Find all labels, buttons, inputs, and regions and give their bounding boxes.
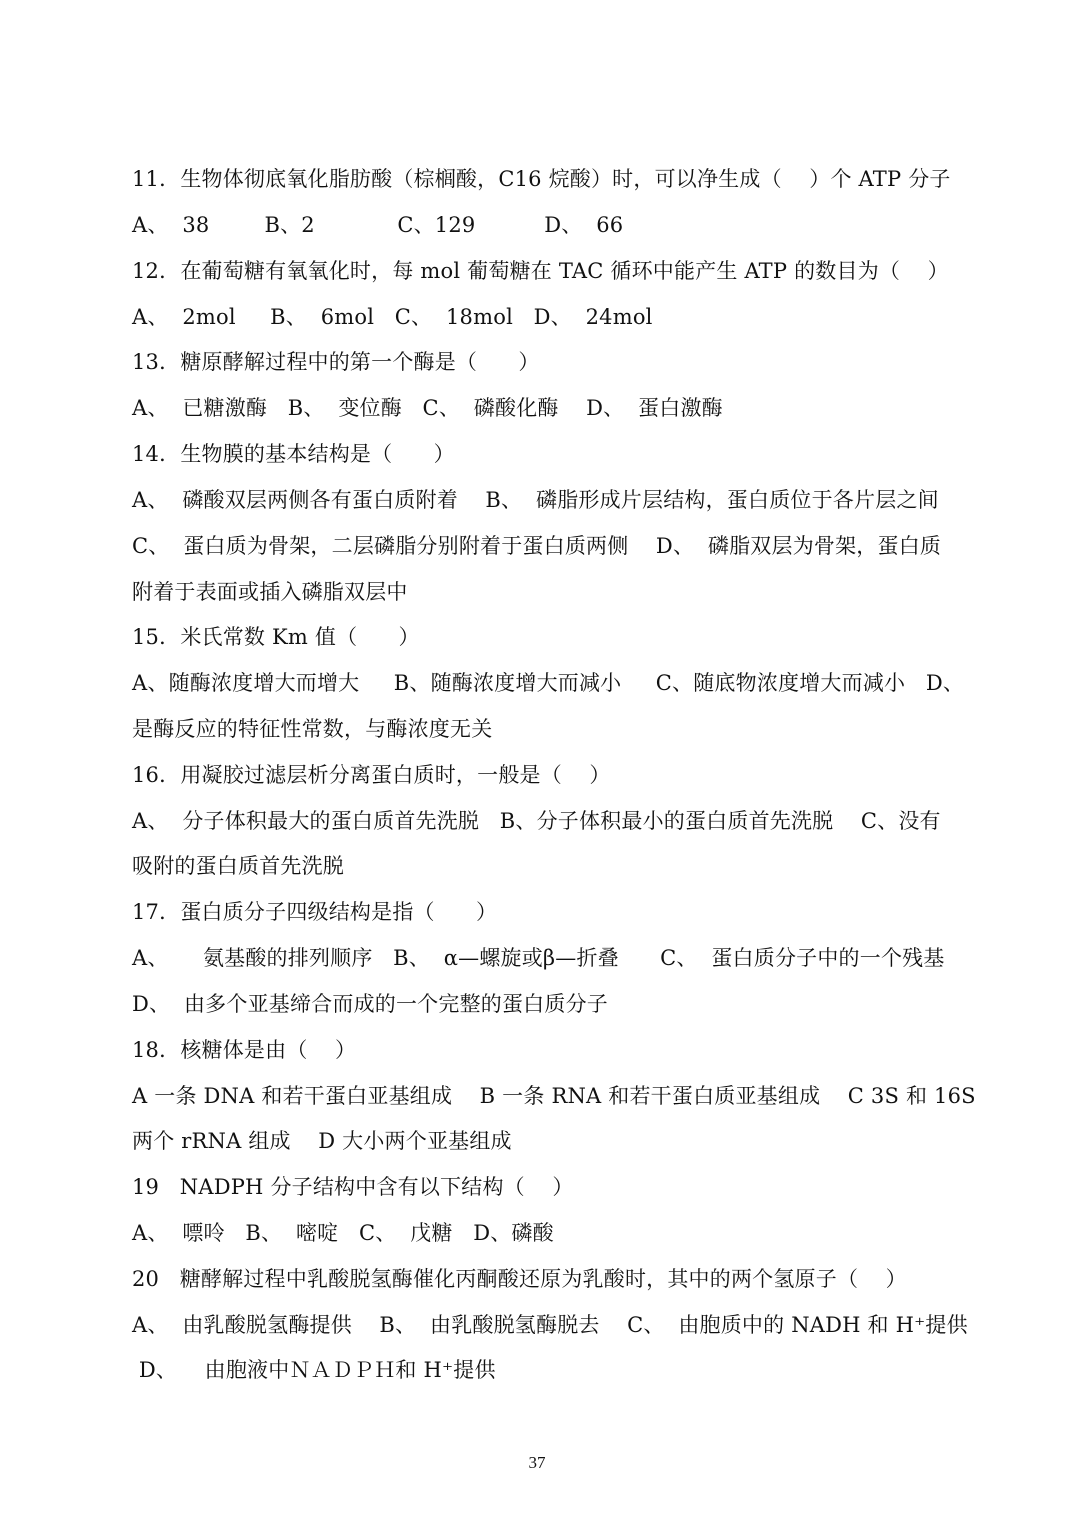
options-14-line-2: C、 蛋白质为骨架，二层磷脂分别附着于蛋白质两侧 D、 磷脂双层为骨架，蛋白质 — [132, 534, 942, 558]
question-12: 12．在葡萄糖有氧氧化时，每 mol 葡萄糖在 TAC 循环中能产生 ATP 的数目为（ ） — [132, 259, 949, 283]
options-16-line-2: 吸附的蛋白质首先洗脱 — [132, 854, 344, 878]
options-14-line-1: A、 磷酸双层两侧各有蛋白质附着 B、 磷脂形成片层结构，蛋白质位于各片层之间 — [132, 488, 939, 512]
question-20: 20 糖酵解过程中乳酸脱氢酶催化丙酮酸还原为乳酸时，其中的两个氢原子（ ） — [132, 1267, 907, 1291]
question-13: 13．糖原酵解过程中的第一个酶是（ ） — [132, 350, 540, 374]
options-20-line-2: D、 由胞液中ＮＡＤＰＨ和 H⁺提供 — [132, 1358, 496, 1382]
options-19: A、 嘌呤 B、 嘧啶 C、 戊糖 D、磷酸 — [132, 1221, 554, 1245]
options-13: A、 已糖激酶 B、 变位酶 C、 磷酸化酶 D、 蛋白激酶 — [132, 396, 723, 420]
question-19: 19 NADPH 分子结构中含有以下结构（ ） — [132, 1175, 574, 1199]
options-17-line-1: A、 氨基酸的排列顺序 B、 α—螺旋或β—折叠 C、 蛋白质分子中的一个残基 — [132, 946, 945, 970]
options-14-line-3: 附着于表面或插入磷脂双层中 — [132, 580, 408, 604]
page-number: 37 — [528, 1453, 546, 1472]
question-18: 18．核糖体是由（ ） — [132, 1038, 357, 1062]
question-14: 14．生物膜的基本结构是（ ） — [132, 442, 455, 466]
question-11: 11．生物体彻底氧化脂肪酸（棕榈酸，C16 烷酸）时，可以净生成（ ）个 ATP 分子 — [132, 167, 951, 191]
options-18-line-2: 两个 rRNA 组成 D 大小两个亚基组成 — [132, 1129, 512, 1153]
options-15-line-1: A、随酶浓度增大而增大 B、随酶浓度增大而减小 C、随底物浓度增大而减小 D、 — [132, 671, 965, 695]
options-18-line-1: A 一条 DNA 和若干蛋白亚基组成 B 一条 RNA 和若干蛋白质亚基组成 C 3S 和 16S — [132, 1084, 976, 1108]
options-15-line-2: 是酶反应的特征性常数，与酶浓度无关 — [132, 717, 493, 741]
question-16: 16．用凝胶过滤层析分离蛋白质时，一般是（ ） — [132, 763, 611, 787]
options-20-line-1: A、 由乳酸脱氢酶提供 B、 由乳酸脱氢酶脱去 C、 由胞质中的 NADH 和 H⁺提供 — [132, 1313, 968, 1337]
options-17-line-2: D、 由多个亚基缔合而成的一个完整的蛋白质分子 — [132, 992, 608, 1016]
question-15: 15．米氏常数 Km 值（ ） — [132, 625, 420, 649]
question-17: 17．蛋白质分子四级结构是指（ ） — [132, 900, 498, 924]
options-12: A、 2mol B、 6mol C、 18mol D、 24mol — [132, 305, 653, 329]
options-11: A、 38 B、2 C、129 D、 66 — [132, 213, 624, 237]
options-16-line-1: A、 分子体积最大的蛋白质首先洗脱 B、分子体积最小的蛋白质首先洗脱 C、没有 — [132, 809, 941, 833]
